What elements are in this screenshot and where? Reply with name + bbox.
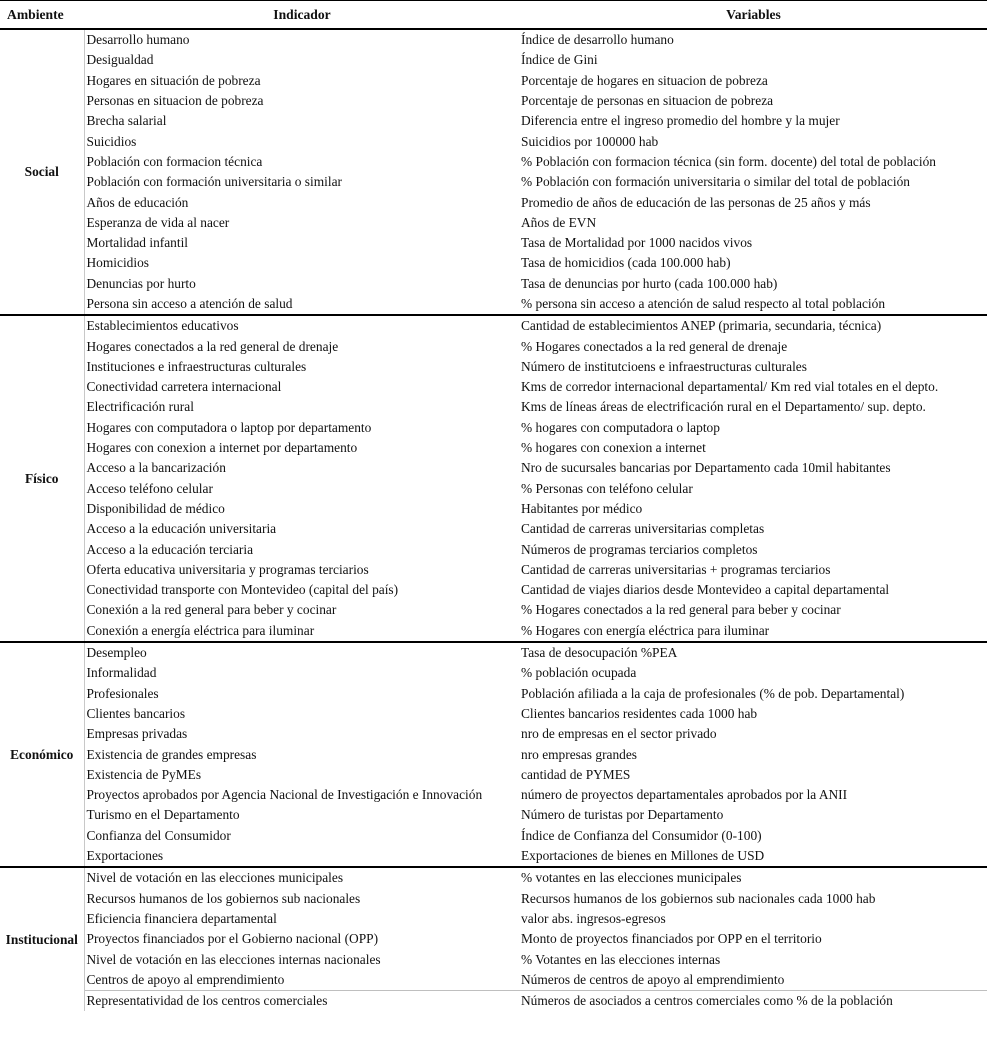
table-row: [0, 663, 987, 683]
table-row: [0, 846, 987, 867]
indicador-cell: Empresas privadas: [86, 726, 188, 742]
indicador-cell: Proyectos aprobados por Agencia Nacional de Investigación e Innovación: [86, 787, 483, 803]
variable-cell: Clientes bancarios residentes cada 1000 hab: [521, 705, 758, 721]
indicador-cell: Existencia de grandes empresas: [86, 746, 257, 762]
indicador-cell: Confianza del Consumidor: [86, 827, 231, 843]
variable-cell: % Hogares conectados a la red general para beber y cocinar: [521, 602, 841, 618]
variable-cell: Tasa de homicidios (cada 100.000 hab): [521, 255, 731, 271]
table-row: [0, 826, 987, 846]
variable-cell: valor abs. ingresos-egresos: [521, 910, 666, 926]
table-row: [0, 397, 987, 417]
variable-cell: Promedio de años de educación de las personas de 25 años y más: [521, 194, 871, 210]
indicador-cell: Informalidad: [86, 665, 157, 681]
variable-cell: % Población con formación universitaria o similar del total de población: [521, 174, 910, 190]
table-row: [0, 253, 987, 273]
header-row: [0, 1, 987, 30]
variable-cell: Cantidad de viajes diarios desde Montevideo a capital departamental: [521, 582, 890, 598]
indicador-cell: Población con formación universitaria o similar: [86, 174, 342, 190]
indicador-cell: Disponibilidad de médico: [86, 500, 225, 516]
variable-cell: % Personas con teléfono celular: [521, 480, 693, 496]
variable-cell: Números de asociados a centros comerciales como % de la población: [520, 990, 987, 1011]
table-row: [0, 377, 987, 397]
table-row: [0, 50, 987, 70]
indicador-cell: Desigualdad: [86, 52, 154, 68]
variable-cell: Cantidad de carreras universitarias + programas terciarios: [521, 561, 831, 577]
variable-cell: cantidad de PYMES: [521, 766, 631, 782]
variable-cell: Población afiliada a la caja de profesionales (% de pob. Departamental): [521, 685, 905, 701]
variable-cell: Años de EVN: [521, 214, 597, 230]
indicador-cell: Brecha salarial: [86, 113, 167, 129]
indicador-cell: Conectividad carretera internacional: [86, 379, 282, 395]
indicador-cell: Hogares en situación de pobreza: [86, 72, 261, 88]
indicador-cell: Hogares con conexion a internet por departamento: [86, 440, 358, 456]
header-variables: Variables: [520, 1, 987, 30]
header-ambiente: Ambiente: [0, 1, 84, 30]
indicador-cell: Centros de apoyo al emprendimiento: [86, 971, 285, 987]
table-row: [0, 213, 987, 233]
variable-cell: número de proyectos departamentales aprobados por la ANII: [521, 787, 848, 803]
table-row: [0, 539, 987, 559]
table-row: [0, 192, 987, 212]
table-row: [0, 724, 987, 744]
indicador-cell: Establecimientos educativos: [84, 315, 520, 336]
table-row: [0, 152, 987, 172]
variable-cell: Recursos humanos de los gobiernos sub nacionales cada 1000 hab: [521, 890, 876, 906]
variable-cell: Cantidad de establecimientos ANEP (primaria, secundaria, técnica): [520, 315, 987, 336]
indicador-cell: Mortalidad infantil: [86, 235, 189, 251]
indicador-cell: Población con formacion técnica: [86, 153, 263, 169]
table-row: [0, 560, 987, 580]
variable-cell: % hogares con computadora o laptop: [521, 419, 720, 435]
indicador-cell: Acceso a la bancarización: [86, 460, 226, 476]
variable-cell: nro empresas grandes: [521, 746, 638, 762]
variable-cell: % votantes en las elecciones municipales: [520, 867, 987, 888]
table-row: [0, 29, 987, 50]
variable-cell: Monto de proyectos financiados por OPP en el territorio: [521, 931, 822, 947]
variable-cell: Número de turistas por Departamento: [521, 807, 724, 823]
table-row: [0, 970, 987, 991]
ambiente-cell: Institucional: [0, 867, 84, 1011]
variable-cell: % Votantes en las elecciones internas: [521, 951, 721, 967]
indicador-cell: Proyectos financiados por el Gobierno nacional (OPP): [86, 931, 379, 947]
table-row: [0, 621, 987, 642]
table-row: [0, 479, 987, 499]
variable-cell: % Población con formacion técnica (sin form. docente) del total de población: [521, 153, 936, 169]
variable-cell: Índice de desarrollo humano: [521, 32, 674, 48]
variable-cell: Porcentaje de personas en situacion de pobreza: [521, 93, 774, 109]
table-row: [0, 131, 987, 151]
indicador-cell: Esperanza de vida al nacer: [86, 214, 230, 230]
variable-cell: Diferencia entre el ingreso promedio del hombre y la mujer: [521, 113, 840, 129]
table-row: [0, 990, 987, 1011]
indicador-cell: Hogares conectados a la red general de drenaje: [86, 338, 339, 354]
indicador-cell: Existencia de PyMEs: [86, 766, 202, 782]
table-row: [0, 929, 987, 949]
indicador-cell: Homicidios: [86, 255, 149, 271]
indicador-cell: Profesionales: [86, 685, 159, 701]
indicador-cell: Nivel de votación en las elecciones municipales: [84, 867, 520, 888]
table-row: [0, 357, 987, 377]
indicador-cell: Electrificación rural: [86, 399, 194, 415]
table-row: [0, 458, 987, 478]
variable-cell: Suicidios por 100000 hab: [521, 133, 659, 149]
indicador-cell: Hogares con computadora o laptop por departamento: [86, 419, 372, 435]
ambiente-cell: Económico: [0, 642, 84, 867]
indicador-cell: Suicidios: [86, 133, 137, 149]
indicador-cell: Clientes bancarios: [86, 705, 186, 721]
variable-cell: Cantidad de carreras universitarias completas: [521, 521, 765, 537]
variable-cell: % Hogares conectados a la red general de drenaje: [521, 338, 788, 354]
variable-cell: Habitantes por médico: [521, 500, 643, 516]
table-row: [0, 274, 987, 294]
table-row: [0, 519, 987, 539]
variable-cell: % hogares con conexion a internet: [521, 440, 706, 456]
table-row: [0, 600, 987, 620]
indicador-cell: Eficiencia financiera departamental: [86, 910, 277, 926]
indicador-cell: Desarrollo humano: [86, 32, 190, 48]
table-row: [0, 888, 987, 908]
indicador-cell: Desempleo: [84, 642, 520, 663]
variable-cell: nro de empresas en el sector privado: [521, 726, 717, 742]
table-row: [0, 438, 987, 458]
table-row: [0, 642, 987, 663]
indicador-cell: Acceso teléfono celular: [86, 480, 213, 496]
table-row: [0, 580, 987, 600]
table-row: [0, 233, 987, 253]
variable-cell: Número de institutcioens e infraestructuras culturales: [521, 358, 807, 374]
table-row: [0, 336, 987, 356]
indicador-cell: Denuncias por hurto: [86, 275, 196, 291]
table-row: [0, 704, 987, 724]
indicador-cell: Acceso a la educación universitaria: [86, 521, 277, 537]
variable-cell: % persona sin acceso a atención de salud respecto al total población: [521, 296, 886, 311]
table-row: [0, 111, 987, 131]
indicador-cell: Recursos humanos de los gobiernos sub nacionales: [86, 890, 361, 906]
variable-cell: Nro de sucursales bancarias por Departamento cada 10mil habitantes: [521, 460, 891, 476]
ambiente-cell: Social: [0, 29, 84, 315]
ambiente-cell: Físico: [0, 315, 84, 642]
indicador-cell: Acceso a la educación terciaria: [86, 541, 254, 557]
indicador-cell: Conexión a energía eléctrica para iluminar: [86, 622, 315, 638]
indicador-cell: Oferta educativa universitaria y programas terciarios: [86, 561, 369, 577]
table-row: [0, 867, 987, 888]
variable-cell: Tasa de Mortalidad por 1000 nacidos vivos: [521, 235, 753, 251]
variable-cell: Tasa de desocupación %PEA: [520, 642, 987, 663]
table-row: [0, 684, 987, 704]
variable-cell: Índice de Confianza del Consumidor (0-100): [521, 827, 762, 843]
variable-cell: Kms de corredor internacional departamental/ Km red vial totales en el depto.: [521, 379, 939, 395]
variable-cell: Índice de Gini: [521, 52, 598, 68]
indicador-cell: Persona sin acceso a atención de salud: [86, 296, 293, 311]
indicador-cell: Nivel de votación en las elecciones internas nacionales: [86, 951, 381, 967]
table-row: [0, 71, 987, 91]
indicador-cell: Turismo en el Departamento: [86, 807, 240, 823]
variable-cell: Porcentaje de hogares en situacion de pobreza: [521, 72, 768, 88]
indicador-cell: Años de educación: [86, 194, 189, 210]
variable-cell: Kms de líneas áreas de electrificación rural en el Departamento/ sup. depto.: [521, 399, 926, 415]
table-row: [0, 418, 987, 438]
table-row: [0, 91, 987, 111]
indicador-cell: Conectividad transporte con Montevideo (capital del país): [86, 582, 399, 598]
header-indicador: Indicador: [84, 1, 520, 30]
table-row: [0, 744, 987, 764]
indicador-cell: Personas en situacion de pobreza: [86, 93, 264, 109]
indicador-cell: Exportaciones: [86, 848, 164, 864]
variable-cell: % población ocupada: [521, 665, 637, 681]
indicador-cell: Representatividad de los centros comerciales: [84, 990, 520, 1011]
variable-cell: Números de centros de apoyo al emprendimiento: [521, 971, 785, 987]
variable-cell: Tasa de denuncias por hurto (cada 100.000 hab): [521, 275, 778, 291]
table-row: [0, 499, 987, 519]
indicador-cell: Conexión a la red general para beber y cocinar: [86, 602, 337, 618]
table-row: [0, 765, 987, 785]
table-row: [0, 805, 987, 825]
table-row: [0, 294, 987, 315]
variable-cell: Números de programas terciarios completos: [521, 541, 758, 557]
variable-cell: Exportaciones de bienes en Millones de USD: [521, 848, 765, 864]
table-row: [0, 909, 987, 929]
table-row: [0, 315, 987, 336]
table-row: [0, 785, 987, 805]
table-row: [0, 949, 987, 969]
table-row: [0, 172, 987, 192]
indicador-cell: Instituciones e infraestructuras culturales: [86, 358, 307, 374]
variable-cell: % Hogares con energía eléctrica para iluminar: [521, 622, 770, 638]
